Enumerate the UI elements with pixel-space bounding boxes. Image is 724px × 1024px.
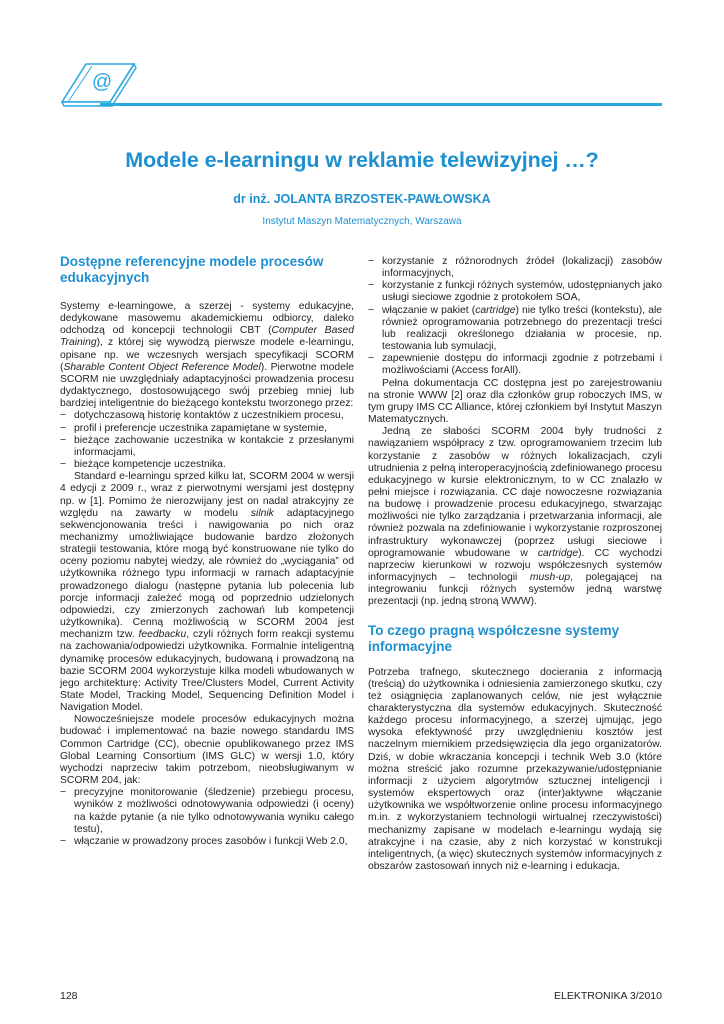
section-heading: Dostępne referencyjne modele procesów edukacyjnych <box>60 254 324 285</box>
list-item: − włączanie w prowadzony proces zasobów i funkcji Web 2.0, <box>60 836 354 848</box>
list-item: − bieżące zachowanie uczestnika w kontakcie z przesłanymi informacjami, <box>60 435 354 459</box>
at-glyph: @ <box>91 71 113 93</box>
paragraph: Jedną ze słabości SCORM 2004 były trudności z nawiązaniem współpracy z tzw. oprogramowaniem trzecim lub korzystanie z zasobów w różnych lokalizacjach, czyli utrudnienia z pełną interoperacyjnością zdefiniowanego procesu edukacyjnego w kursie elektronicznym, to w CC znalazło w pełni miejsce i rozwiązania. CC daje nowoczesne rozwiązania na budowę i prowadzenie procesu edukacyjnego, stwarzając możliwości nie tylko zarządzania i przetwarzania informacji, ale również pozwala na zdefiniowanie i wykorzystanie rozproszonej infrastruktury wykonawczej (poprzez usługi sieciowe i oprogramowanie wbudowane w cartridge). CC wychodzi naprzeciw kierunkowi w rozwoju współczesnych systemów informacyjnych – technologii mush-up, polegającej na integrowaniu funkcji różnych systemów jedną warstwę prezentacji (np. jedną stroną WWW). <box>368 426 663 608</box>
paragraph: Systemy e-learningowe, a szerzej - systemy edukacyjne, dedykowane masowemu akademickiemu odbiorcy, daleko odchodzą od koncepcji technologii CBT (Computer Based Training), z której się wywodzą pierwsze modele e-learningu, opisane np. we wczesnych wersjach specyfikacji SCORM (Sharable Content Object Reference Model). Pierwotne modele SCORM nie uwzględniały adaptacyjności prowadzenia procesu dydaktycznego, dostosowującego swój przebieg mniej lub bardziej inteligentnie do bieżącego kontekstu tworzonego przez: <box>60 301 355 410</box>
right-column <box>368 256 662 873</box>
section-heading: To czego pragną współczesne systemy informacyjne <box>368 622 620 654</box>
page-number: 128 <box>60 990 78 1002</box>
list-item: − dotychczasową historię kontaktów z uczestnikiem procesu, <box>60 410 354 422</box>
list-item: − włączanie w pakiet (cartridge) nie tylko treści (kontekstu), ale również oprogramowania potrzebnego do prezentacji treści lub realizacji określonego działania w procesie, np. testowania lub symulacji, <box>368 305 662 354</box>
bullet-list <box>60 787 354 848</box>
list-item: − bieżące kompetencje uczestnika. <box>60 459 354 471</box>
header-rule <box>100 103 662 106</box>
at-sign-book-icon <box>58 58 138 108</box>
paragraph: Standard e-learningu sprzed kilku lat, SCORM 2004 w wersji 4 edycji z 2009 r., wraz z pierwotnymi wersjami jest dostępny np. w [1]. Pomimo że nierozwijany jest on nadal atrakcyjny ze względu na zawarty w modelu silnik adaptacyjnego sekwencjonowania treści i nawigowania po nich oraz mechanizmy umożliwiające budowanie bardzo złożonych strategii testowania, które mogą być konstruowane nie tylko do oceny poziomu nabytej wiedzy, ale również do „wyciągania” od użytkownika różnego typu informacji w ramach adaptacyjnie prowadzonego dialogu (następne pytania lub polecenia lub porcje informacji zależeć mogą od poprzednio udzielonych odpowiedzi, czy zmierzonych zachowań lub kompetencji użytkownika). Cenną możliwością w SCORM 2004 jest mechanizm tzw. feedbacku, czyli różnych form reakcji systemu na zachowania/odpowiedzi użytkownika. Formalnie inteligentną dynamikę procesów edukacyjnych, budowaną i prowadzoną na bazie SCORM 2004 wykorzystuje kilka modeli wbudowanych w jego architekturę: Activity Tree/Clusters Model, Current Activity State Model, Tracking Model, Sequencing Definition Model i Navigation Model. <box>60 471 355 714</box>
article-author: dr inż. JOLANTA BRZOSTEK-PAWŁOWSKA <box>233 192 491 206</box>
list-item: − zapewnienie dostępu do informacji zgodnie z potrzebami i możliwościami (Access forAll). <box>368 353 662 377</box>
list-item: − profil i preferencje uczestnika zapamiętane w systemie, <box>60 423 354 435</box>
paragraph: Potrzeba trafnego, skutecznego docierania z informacją (treścią) do użytkownika i odniesienia zamierzonego skutku, czy też osiągnięcia zaplanowanych celów, nie jest wyłącznie charakterystyczna dla systemów edukacyjnych. Skuteczność każdego procesu informacyjnego, a szerzej ujmując, jego wysoka efektywność przy uwzględnieniu kosztów jest naczelnym miernikiem przedsięwzięcia dla jego organizatorów. Dziś, w dobie wkraczania koncepcji i technik Web 3.0 (które można streścić jako rozumne przekazywanie/udostępnianie informacji z użyciem algorytmów sztucznej inteligencji i systemów ekspertowych oraz (inter)aktywne włączanie użytkownika we współtworzenie online procesu informacyjnego m.in. z wykorzystaniem technologii wirtualnej rzeczywistości) mechanizmy zapisane w modelach e-learningu wydają się atrakcyjne i na czasie, aby z nich korzystać w konstrukcji inteligentnych, (a więc) skutecznych systemów informacyjnych z obszarów zastosowań innych niż e-learning i edukacja. <box>368 666 662 873</box>
bullet-list <box>60 410 354 471</box>
bullet-list <box>368 256 662 378</box>
list-item: − korzystanie z funkcji różnych systemów, udostępnianych jako usługi sieciowe zgodnie z protokołem SOA, <box>368 280 662 304</box>
journal-issue: ELEKTRONIKA 3/2010 <box>554 990 662 1002</box>
left-column <box>60 250 354 848</box>
article-affiliation: Instytut Maszyn Matematycznych, Warszawa <box>262 216 462 227</box>
article-title: Modele e-learningu w reklamie telewizyjnej …? <box>125 148 599 172</box>
paragraph: Nowocześniejsze modele procesów edukacyjnych można budować i implementować na bazie nowego standardu IMS Common Cartridge (CC), obecnie opublikowanego przez IMS Global Learning Consortium (IMS GLC) w wersji 1.0, który wychodzi naprzeciw takim potrzebom, nieobsługiwanym w SCORM 204, jak: <box>60 714 354 787</box>
list-item: − precyzyjne monitorowanie (śledzenie) przebiegu procesu, wyników z możliwości odnotowywania odpowiedzi (i oceny) na każde pytanie (a nie tylko odnotowywania wyniku całego testu), <box>60 787 354 836</box>
list-item: − korzystanie z różnorodnych źródeł (lokalizacji) zasobów informacyjnych, <box>368 256 662 280</box>
paragraph: Pełna dokumentacja CC dostępna jest po zarejestrowaniu na stronie WWW [2] oraz dla członków grup roboczych IMS, w tym grupy IMS CC Alliance, której członkiem był Instytut Maszyn Matematycznych. <box>368 377 662 426</box>
